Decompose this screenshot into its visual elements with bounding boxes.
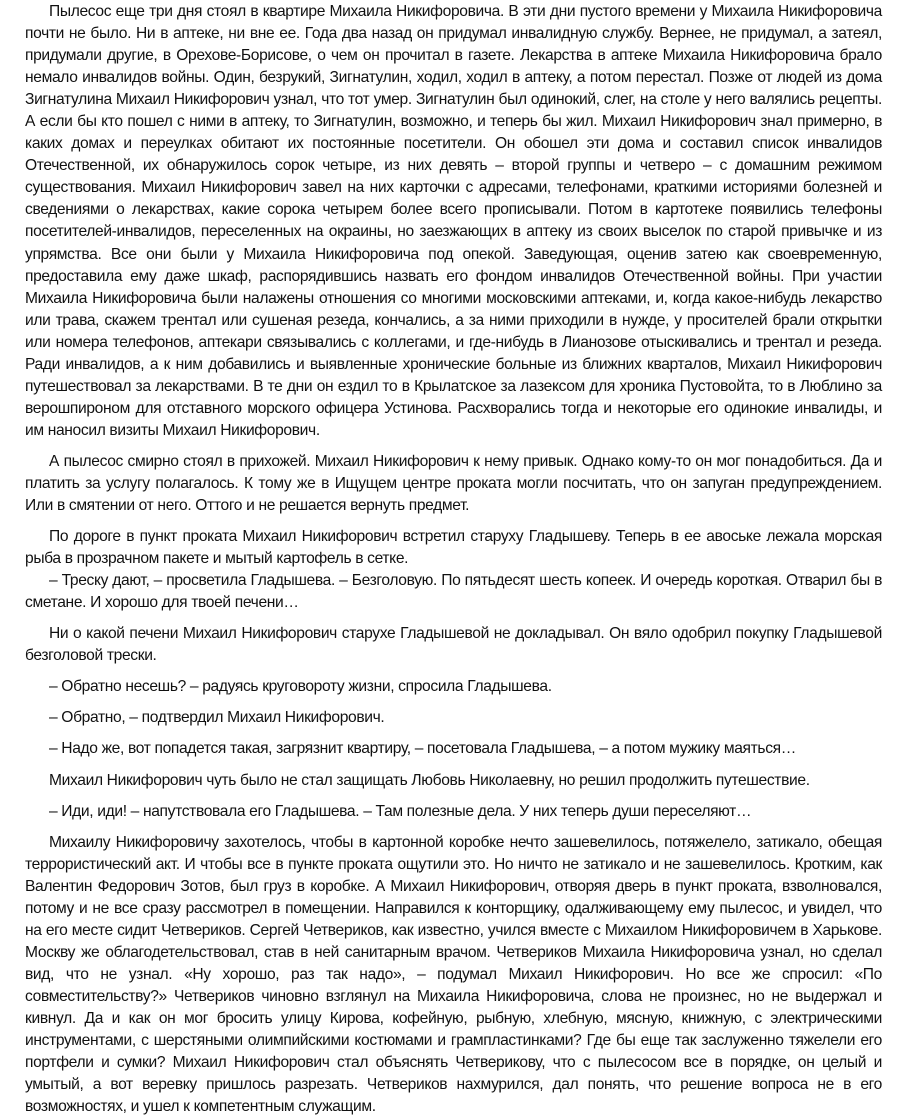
document-page <box>25 1 882 1118</box>
paragraph: Михаилу Никифоровичу захотелось, чтобы в картонной коробке нечто зашевелилось, потяжелело, затикало, обещая террористический акт. И чтобы все в пункте проката ощутили это. Но ничто не затикало и не зашевелилось. Кротким, как Валентин Федорович Зотов, был груз в коробке. А Михаил Никифорович, отворяя дверь в пункт проката, взволновался, потому и не все сразу рассмотрел в помещении. Направился к конторщику, одалживающему ему пылесос, и увидел, что на его месте сидит Четвериков. Сергей Четвериков, как известно, учился вместе с Михаилом Никифоровичем в Харькове. Москву же облагодетельствовал, став в ней санитарным врачом. Четвериков Михаила Никифоровича узнал, но сделал вид, что не узнал. «Ну хорошо, раз так надо», – подумал Михаил Никифорович. Но все же спросил: «По совместительству?» Четвериков чиновно взглянул на Михаила Никифоровича, слова не произнес, но не выдержал и кивнул. Да и как он мог бросить улицу Кирова, кофейную, рыбную, хлебную, мясную, книжную, с электрическими инструментами, с шерстяными олимпийскими костюмами и грампластинками? Где бы еще так заслуженно тяжелели его портфели и сумки? Михаил Никифорович стал объяснять Четверикову, что с пылесосом все в порядке, он целый и умытый, а вот веревку пришлось разрезать. Четвериков нахмурился, дал понять, что решение вопроса не в его возможностях, и ушел к компетентным служащим. <box>25 833 882 1116</box>
dialogue-line: – Обратно, – подтвердил Михаил Никифорович. <box>49 709 385 727</box>
dialogue-line: – Обратно несешь? – радуясь круговороту жизни, спросила Гладышева. <box>49 678 552 696</box>
paragraph: А пылесос смирно стоял в прихожей. Михаил Никифорович к нему привык. Однако кому-то он мог понадобиться. Да и платить за услугу полагалось. К тому же в Ищущем центре проката могли посчитать, что он запуган предупреждением. Или в смятении от него. Оттого и не решается вернуть предмет. <box>25 452 882 515</box>
paragraph: Ни о какой печени Михаил Никифорович старухе Гладышевой не докладывал. Он вяло одобрил покупку Гладышевой безголовой трески. <box>25 625 882 665</box>
paragraph: Михаил Никифорович чуть было не стал защищать Любовь Николаевну, но решил продолжить путешествие. <box>49 771 810 789</box>
paragraph: Пылесос еще три дня стоял в квартире Михаила Никифоровича. В эти дни пустого времени у Михаила Никифоровича почти не было. Ни в аптеке, ни вне ее. Года два назад он придумал инвалидную службу. Вернее, не придумал, а затеял, придумали другие, в Орехове-Борисове, о чем он прочитал в газете. Лекарства в аптеке Михаила Никифоровича брало немало инвалидов войны. Один, безрукий, Зигнатулин, ходил, ходил в аптеку, а потом перестал. Позже от людей из дома Зигнатулина Михаил Никифорович узнал, что тот умер. Зигнатулин был одинокий, слег, на столе у него валялись рецепты. А если бы кто пошел с ними в аптеку, то Зигнатулин, возможно, и теперь бы жил. Михаил Никифорович знал примерно, в каких домах и переулках обитают их постоянные посетители. Он обошел эти дома и составил список инвалидов Отечественной, их обнаружилось сорок четыре, из них девять – второй группы и четверо – с домашним режимом существования. Михаил Никифорович завел на них карточки с адресами, телефонами, краткими историями болезней и сведениями о лекарствах, какие сорока четырем более всего прописывали. Потом в картотеке появились телефоны посетителей-инвалидов, переселенных на окраины, но заезжающих в аптеку из своих выселок по старой привычке и из упрямства. Все они были у Михаила Никифоровича под опекой. Заведующая, оценив затею как своевременную, предоставила ему даже шкаф, распорядившись назвать его фондом инвалидов Отечественной войны. При участии Михаила Никифоровича были налажены отношения со многими московскими аптеками, и, когда какое-нибудь лекарство или трава, скажем трентал или сушеная резеда, кончались, а за ними приходили в нужде, у просителей брали открытки или номера телефонов, аптекари связывались с коллегами, и где-нибудь в Лианозове отыскивались и трентал и резеда. Ради инвалидов, а к ним добавились и выявленные хронические больные из ближних кварталов, Михаил Никифорович путешествовал за лекарствами. В те дни он ездил то в Крылатское за лазексом для хроника Пустовойта, то в Люблино за верошпироном для отставного морского офицера Устинова. Расхворались тогда и некоторые его одинокие инвалиды, и им наносил визиты Михаил Никифорович. <box>25 3 882 439</box>
paragraph: По дороге в пункт проката Михаил Никифорович встретил старуху Гладышеву. Теперь в ее авоське лежала морская рыба в прозрачном пакете и мытый картофель в сетке. <box>25 528 882 568</box>
dialogue-line: – Надо же, вот попадется такая, загрязнит квартиру, – посетовала Гладышева, – а потом мужику маяться… <box>49 740 796 758</box>
dialogue-line: – Иди, иди! – напутствовала его Гладышева. – Там полезные дела. У них теперь души переселяют… <box>49 802 752 820</box>
dialogue-line: – Треску дают, – просветила Гладышева. – Безголовую. По пятьдесят шесть копеек. И очередь короткая. Отварил бы в сметане. И хорошо для твоей печени… <box>25 572 882 612</box>
